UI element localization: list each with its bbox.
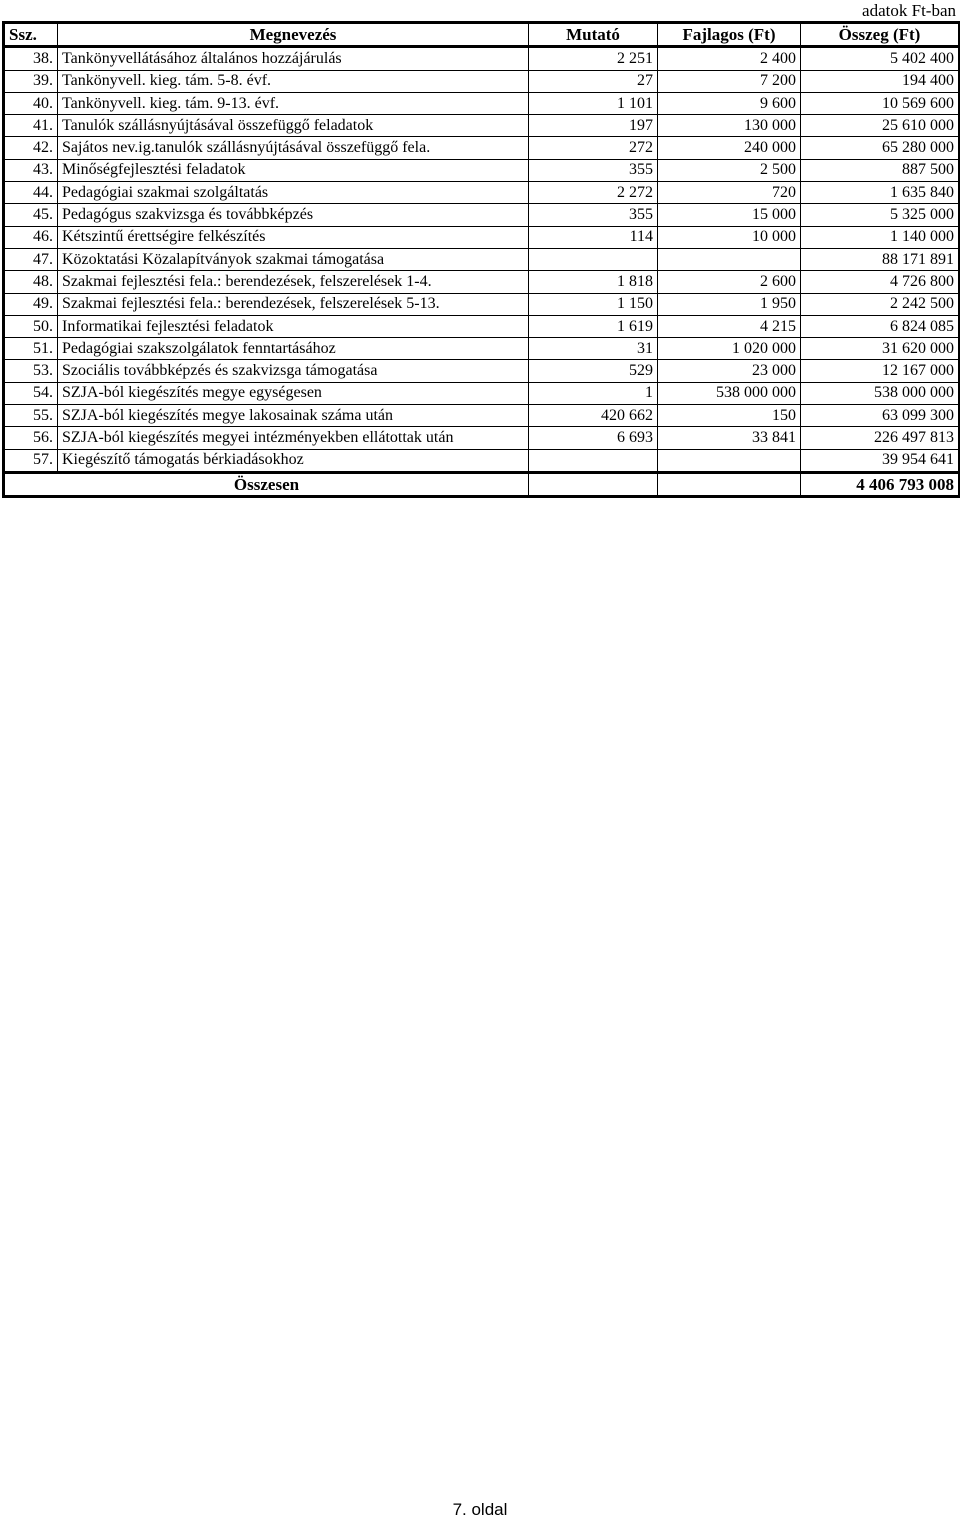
cell-osszeg: 1 635 840 <box>801 182 960 204</box>
table-row <box>4 338 960 360</box>
cell-ssz: 41. <box>4 115 58 137</box>
table-row <box>4 293 960 315</box>
cell-name: Tankönyvell. kieg. tám. 5-8. évf. <box>58 70 529 92</box>
cell-mutato: 1 <box>529 382 658 404</box>
cell-ssz: 44. <box>4 182 58 204</box>
cell-ssz: 57. <box>4 449 58 472</box>
cell-name: SZJA-ból kiegészítés megye egységesen <box>58 382 529 404</box>
table-row <box>4 137 960 159</box>
cell-name: Pedagógiai szakszolgálatok fenntartásához <box>58 338 529 360</box>
cell-mutato: 1 619 <box>529 315 658 337</box>
header-name: Megnevezés <box>58 23 529 47</box>
total-mutato-empty <box>529 472 658 496</box>
cell-fajlagos: 4 215 <box>658 315 801 337</box>
table-row <box>4 159 960 181</box>
cell-ssz: 53. <box>4 360 58 382</box>
unit-note: adatok Ft-ban <box>862 1 956 20</box>
table-body <box>4 47 960 473</box>
cell-mutato: 529 <box>529 360 658 382</box>
cell-fajlagos: 2 500 <box>658 159 801 181</box>
cell-fajlagos: 2 600 <box>658 271 801 293</box>
cell-ssz: 56. <box>4 427 58 449</box>
cell-fajlagos: 240 000 <box>658 137 801 159</box>
cell-mutato: 2 272 <box>529 182 658 204</box>
cell-name: Tankönyvell. kieg. tám. 9-13. évf. <box>58 92 529 114</box>
cell-ssz: 50. <box>4 315 58 337</box>
table-row <box>4 360 960 382</box>
header-ssz: Ssz. <box>4 23 58 47</box>
cell-fajlagos: 1 950 <box>658 293 801 315</box>
budget-table <box>2 21 960 498</box>
table-row <box>4 47 960 70</box>
cell-mutato: 6 693 <box>529 427 658 449</box>
cell-fajlagos: 15 000 <box>658 204 801 226</box>
cell-name: Szociális továbbképzés és szakvizsga támogatása <box>58 360 529 382</box>
table-row <box>4 427 960 449</box>
cell-name: Szakmai fejlesztési fela.: berendezések, felszerelések 1-4. <box>58 271 529 293</box>
cell-ssz: 43. <box>4 159 58 181</box>
table-row <box>4 182 960 204</box>
cell-osszeg: 226 497 813 <box>801 427 960 449</box>
total-amount: 4 406 793 008 <box>801 472 960 496</box>
cell-osszeg: 887 500 <box>801 159 960 181</box>
cell-osszeg: 5 402 400 <box>801 47 960 70</box>
cell-mutato <box>529 449 658 472</box>
cell-osszeg: 1 140 000 <box>801 226 960 248</box>
cell-fajlagos: 538 000 000 <box>658 382 801 404</box>
cell-osszeg: 2 242 500 <box>801 293 960 315</box>
cell-name: Közoktatási Közalapítványok szakmai támogatása <box>58 248 529 270</box>
cell-ssz: 54. <box>4 382 58 404</box>
cell-fajlagos: 2 400 <box>658 47 801 70</box>
cell-name: Tankönyvellátásához általános hozzájárulás <box>58 47 529 70</box>
cell-fajlagos: 9 600 <box>658 92 801 114</box>
table-row <box>4 449 960 472</box>
cell-fajlagos: 23 000 <box>658 360 801 382</box>
table-row <box>4 271 960 293</box>
table-row <box>4 70 960 92</box>
cell-name: Sajátos nev.ig.tanulók szállásnyújtásával összefüggő fela. <box>58 137 529 159</box>
header-mutato: Mutató <box>529 23 658 47</box>
total-fajlagos-empty <box>658 472 801 496</box>
cell-osszeg: 12 167 000 <box>801 360 960 382</box>
cell-ssz: 55. <box>4 405 58 427</box>
total-label: Összesen <box>4 472 529 496</box>
cell-ssz: 45. <box>4 204 58 226</box>
table-row <box>4 405 960 427</box>
cell-osszeg: 65 280 000 <box>801 137 960 159</box>
cell-fajlagos: 10 000 <box>658 226 801 248</box>
cell-fajlagos: 720 <box>658 182 801 204</box>
cell-fajlagos <box>658 248 801 270</box>
cell-osszeg: 31 620 000 <box>801 338 960 360</box>
cell-osszeg: 194 400 <box>801 70 960 92</box>
cell-mutato: 1 101 <box>529 92 658 114</box>
table-row <box>4 315 960 337</box>
cell-ssz: 42. <box>4 137 58 159</box>
table-row <box>4 115 960 137</box>
cell-osszeg: 538 000 000 <box>801 382 960 404</box>
cell-mutato <box>529 248 658 270</box>
cell-ssz: 38. <box>4 47 58 70</box>
cell-name: Pedagógiai szakmai szolgáltatás <box>58 182 529 204</box>
table-row <box>4 248 960 270</box>
cell-mutato: 355 <box>529 159 658 181</box>
cell-name: Minőségfejlesztési feladatok <box>58 159 529 181</box>
cell-ssz: 39. <box>4 70 58 92</box>
cell-osszeg: 5 325 000 <box>801 204 960 226</box>
cell-mutato: 272 <box>529 137 658 159</box>
cell-mutato: 420 662 <box>529 405 658 427</box>
table-header-row <box>4 23 960 47</box>
cell-name: Informatikai fejlesztési feladatok <box>58 315 529 337</box>
cell-osszeg: 88 171 891 <box>801 248 960 270</box>
cell-osszeg: 25 610 000 <box>801 115 960 137</box>
cell-fajlagos: 33 841 <box>658 427 801 449</box>
cell-ssz: 47. <box>4 248 58 270</box>
cell-fajlagos <box>658 449 801 472</box>
cell-mutato: 355 <box>529 204 658 226</box>
cell-osszeg: 10 569 600 <box>801 92 960 114</box>
table-row <box>4 382 960 404</box>
cell-mutato: 1 150 <box>529 293 658 315</box>
cell-osszeg: 39 954 641 <box>801 449 960 472</box>
table-row <box>4 204 960 226</box>
cell-fajlagos: 1 020 000 <box>658 338 801 360</box>
cell-name: SZJA-ból kiegészítés megyei intézményekben ellátottak után <box>58 427 529 449</box>
header-osszeg: Összeg (Ft) <box>801 23 960 47</box>
cell-osszeg: 4 726 800 <box>801 271 960 293</box>
cell-mutato: 197 <box>529 115 658 137</box>
table-row <box>4 92 960 114</box>
cell-mutato: 2 251 <box>529 47 658 70</box>
cell-osszeg: 63 099 300 <box>801 405 960 427</box>
cell-mutato: 27 <box>529 70 658 92</box>
cell-name: Kétszintű érettségire felkészítés <box>58 226 529 248</box>
cell-ssz: 46. <box>4 226 58 248</box>
cell-fajlagos: 150 <box>658 405 801 427</box>
cell-ssz: 48. <box>4 271 58 293</box>
cell-fajlagos: 7 200 <box>658 70 801 92</box>
cell-ssz: 49. <box>4 293 58 315</box>
header-fajlagos: Fajlagos (Ft) <box>658 23 801 47</box>
cell-fajlagos: 130 000 <box>658 115 801 137</box>
page-number: 7. oldal <box>452 1500 508 1519</box>
cell-name: Pedagógus szakvizsga és továbbképzés <box>58 204 529 226</box>
cell-mutato: 31 <box>529 338 658 360</box>
cell-name: Tanulók szállásnyújtásával összefüggő feladatok <box>58 115 529 137</box>
cell-ssz: 40. <box>4 92 58 114</box>
cell-name: SZJA-ból kiegészítés megye lakosainak száma után <box>58 405 529 427</box>
cell-name: Kiegészítő támogatás bérkiadásokhoz <box>58 449 529 472</box>
cell-ssz: 51. <box>4 338 58 360</box>
total-row <box>4 472 960 496</box>
cell-mutato: 1 818 <box>529 271 658 293</box>
cell-mutato: 114 <box>529 226 658 248</box>
cell-osszeg: 6 824 085 <box>801 315 960 337</box>
cell-name: Szakmai fejlesztési fela.: berendezések, felszerelések 5-13. <box>58 293 529 315</box>
table-row <box>4 226 960 248</box>
